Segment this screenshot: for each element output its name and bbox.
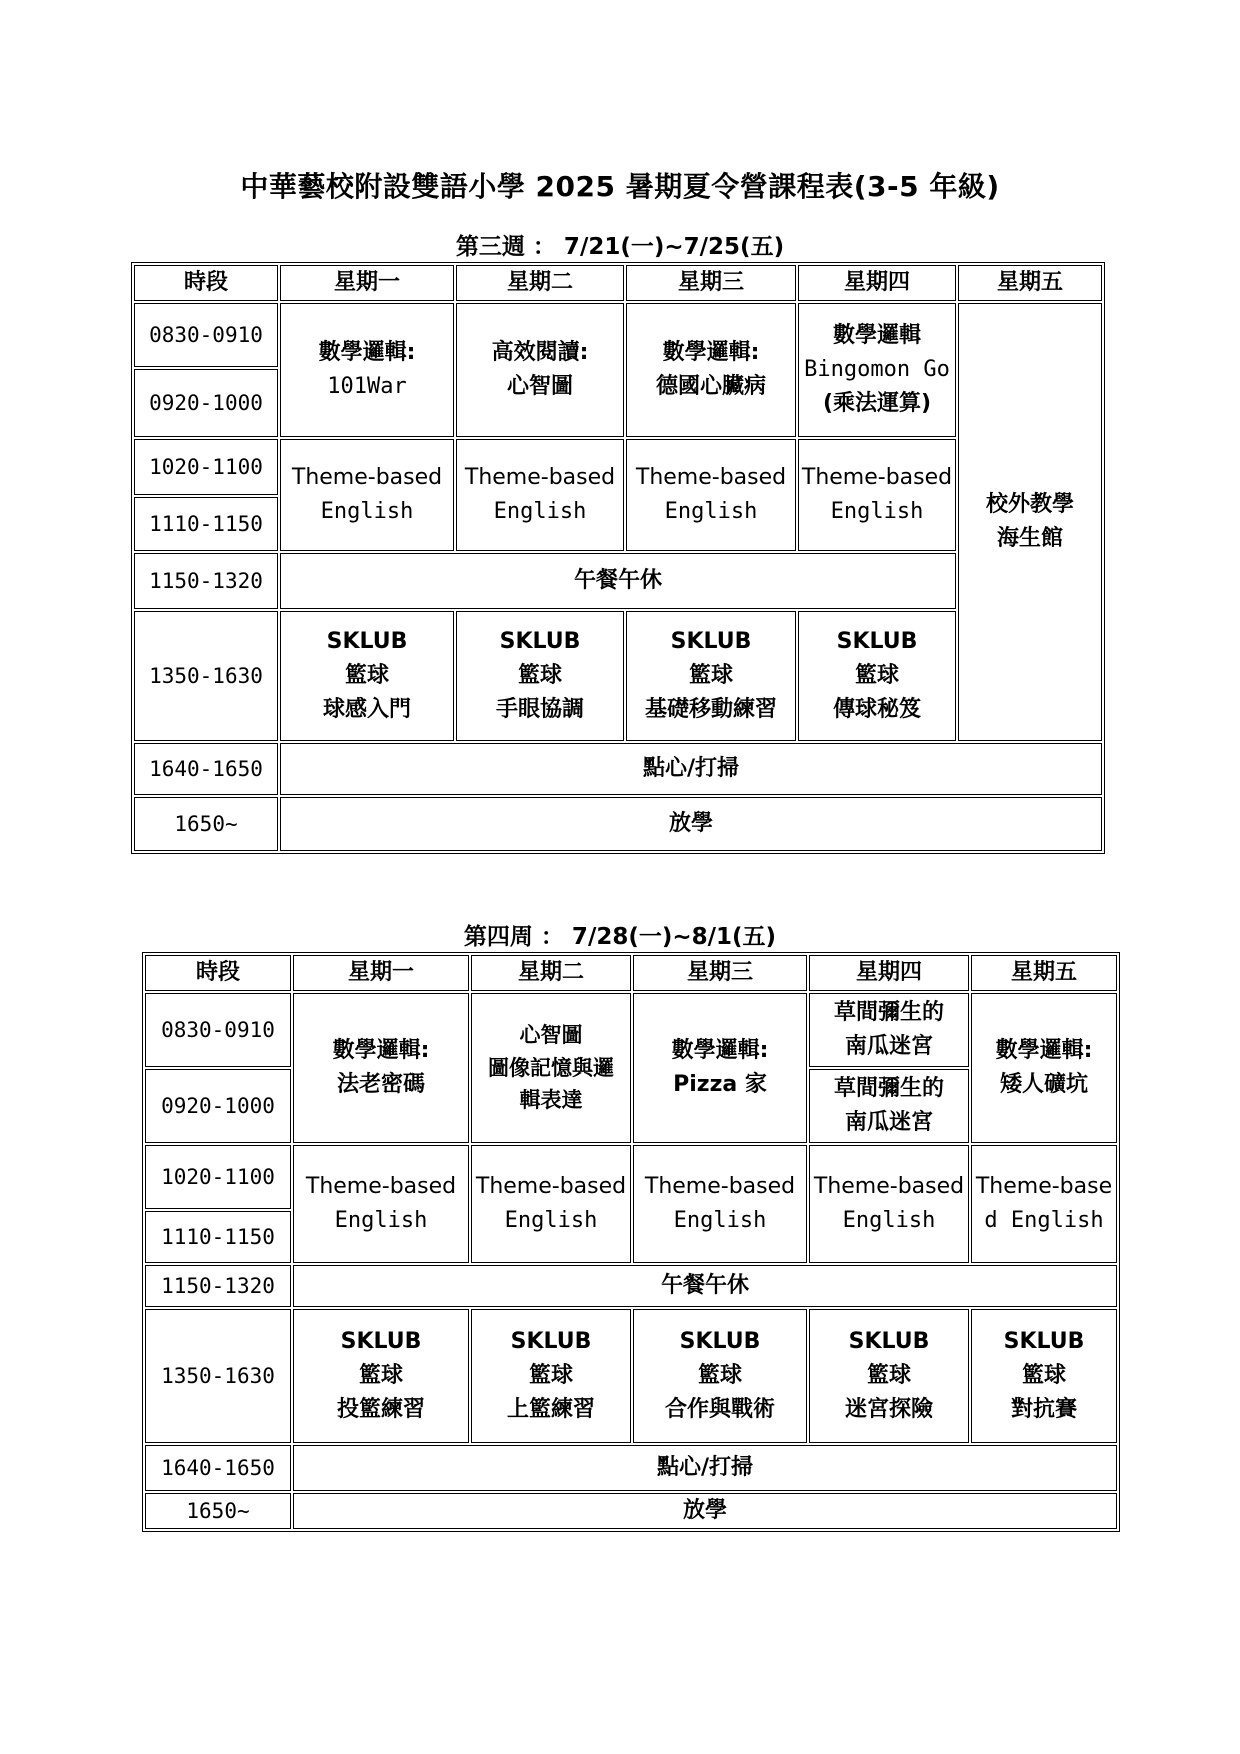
header-wednesday: 星期三 [626, 265, 796, 301]
class-cell: 數學邏輯: Pizza 家 [633, 993, 807, 1143]
sklub-cell: SKLUB 籃球 基礎移動練習 [626, 611, 796, 741]
english-cell: Theme-based English [809, 1145, 969, 1263]
time-slot: 1110-1150 [134, 497, 278, 551]
header-thursday: 星期四 [809, 955, 969, 991]
week4-heading: 第四周 ： 7/28(一)~8/1(五) [463, 924, 777, 950]
time-slot: 1020-1100 [134, 439, 278, 495]
class-cell: 心智圖 圖像記憶與邏 輯表達 [471, 993, 631, 1143]
english-cell: Theme-base d English [971, 1145, 1117, 1263]
header-friday: 星期五 [971, 955, 1117, 991]
header-period: 時段 [134, 265, 278, 301]
week4-schedule-table [142, 952, 1120, 1532]
sklub-cell: SKLUB 籃球 合作與戰術 [633, 1309, 807, 1443]
snack-cell: 點心/打掃 [280, 743, 1102, 795]
english-cell: Theme-based English [626, 439, 796, 551]
lunch-cell: 午餐午休 [293, 1265, 1117, 1307]
time-slot: 1650~ [134, 797, 278, 851]
sklub-cell: SKLUB 籃球 傳球秘笈 [798, 611, 956, 741]
class-cell: 數學邏輯: 101War [280, 303, 454, 437]
english-cell: Theme-based English [471, 1145, 631, 1263]
sklub-cell: SKLUB 籃球 球感入門 [280, 611, 454, 741]
sklub-cell: SKLUB 籃球 手眼協調 [456, 611, 624, 741]
header-monday: 星期一 [293, 955, 469, 991]
header-monday: 星期一 [280, 265, 454, 301]
english-cell: Theme-based English [798, 439, 956, 551]
week3-schedule-table [131, 262, 1105, 854]
english-cell: Theme-based English [633, 1145, 807, 1263]
time-slot: 0830-0910 [134, 303, 278, 367]
header-friday: 星期五 [958, 265, 1102, 301]
class-cell: 數學邏輯: 德國心臟病 [626, 303, 796, 437]
english-cell: Theme-based English [280, 439, 454, 551]
field-trip-cell: 校外教學 海生館 [958, 303, 1102, 741]
dismissal-cell: 放學 [293, 1493, 1117, 1529]
sklub-cell: SKLUB 籃球 對抗賽 [971, 1309, 1117, 1443]
page-title: 中華藝校附設雙語小學 2025 暑期夏令營課程表(3-5 年級) [240, 170, 1000, 203]
class-cell: 草間彌生的 南瓜迷宮 [809, 993, 969, 1067]
class-cell: 草間彌生的 南瓜迷宮 [809, 1069, 969, 1143]
header-period: 時段 [145, 955, 291, 991]
sklub-cell: SKLUB 籃球 迷宮探險 [809, 1309, 969, 1443]
time-slot: 1640-1650 [134, 743, 278, 795]
class-cell: 數學邏輯: 矮人礦坑 [971, 993, 1117, 1143]
dismissal-cell: 放學 [280, 797, 1102, 851]
snack-cell: 點心/打掃 [293, 1445, 1117, 1491]
lunch-cell: 午餐午休 [280, 553, 956, 609]
class-cell: 數學邏輯 Bingomon Go (乘法運算) [798, 303, 956, 437]
class-cell: 高效閱讀: 心智圖 [456, 303, 624, 437]
class-cell: 數學邏輯: 法老密碼 [293, 993, 469, 1143]
header-thursday: 星期四 [798, 265, 956, 301]
time-slot: 1020-1100 [145, 1145, 291, 1209]
time-slot: 1350-1630 [145, 1309, 291, 1443]
time-slot: 1150-1320 [134, 553, 278, 609]
time-slot: 1640-1650 [145, 1445, 291, 1491]
week3-heading: 第三週 ： 7/21(一)~7/25(五) [455, 234, 785, 260]
time-slot: 1150-1320 [145, 1265, 291, 1307]
time-slot: 1110-1150 [145, 1211, 291, 1263]
header-tuesday: 星期二 [471, 955, 631, 991]
english-cell: Theme-based English [293, 1145, 469, 1263]
time-slot: 1350-1630 [134, 611, 278, 741]
time-slot: 0920-1000 [145, 1069, 291, 1143]
time-slot: 0830-0910 [145, 993, 291, 1067]
sklub-cell: SKLUB 籃球 上籃練習 [471, 1309, 631, 1443]
header-wednesday: 星期三 [633, 955, 807, 991]
english-cell: Theme-based English [456, 439, 624, 551]
sklub-cell: SKLUB 籃球 投籃練習 [293, 1309, 469, 1443]
header-tuesday: 星期二 [456, 265, 624, 301]
time-slot: 1650~ [145, 1493, 291, 1529]
time-slot: 0920-1000 [134, 369, 278, 437]
